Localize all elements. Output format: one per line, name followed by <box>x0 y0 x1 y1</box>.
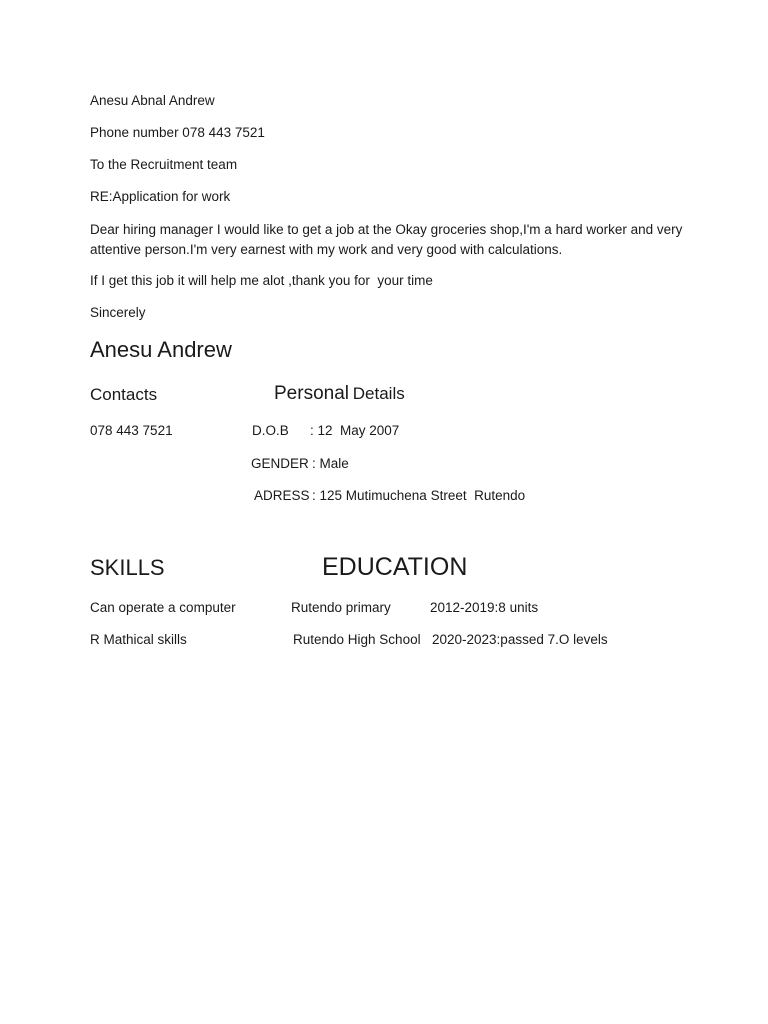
skills-heading: SKILLS <box>90 555 165 580</box>
address-value: : 125 Mutimuchena Street Rutendo <box>312 488 526 503</box>
dob-label: D.O.B <box>252 423 289 438</box>
personal-heading-part1: Personal <box>274 383 349 404</box>
education-heading: EDUCATION <box>322 553 468 581</box>
signoff: Sincerely <box>90 305 146 320</box>
personal-details-heading <box>274 383 405 405</box>
gender-label: GENDER <box>251 456 309 471</box>
skill-item: Can operate a computer <box>90 600 236 615</box>
address-label: ADRESS <box>254 488 310 503</box>
contacts-heading: Contacts <box>90 385 158 404</box>
letter-body: Dear hiring manager I would like to get a job at the Okay groceries shop,I'm a hard worker and very attentive person.I'm very earnest with my work and very good with calculations. <box>90 222 683 257</box>
skill-item: R Mathical skills <box>90 632 187 647</box>
subject-line: RE:Application for work <box>90 189 231 204</box>
contact-phone: 078 443 7521 <box>90 423 173 438</box>
closing-line: If I get this job it will help me alot ,thank you for your time <box>90 273 433 288</box>
education-details: 2020-2023:passed 7.O levels <box>432 632 608 647</box>
recipient-line: To the Recruitment team <box>90 157 238 172</box>
phone-line: Phone number 078 443 7521 <box>90 125 265 140</box>
gender-value: : Male <box>312 456 349 471</box>
cv-name: Anesu Andrew <box>90 337 232 362</box>
education-school: Rutendo High School <box>293 632 421 647</box>
education-school: Rutendo primary <box>291 600 391 615</box>
education-details: 2012-2019:8 units <box>430 600 539 615</box>
sender-name: Anesu Abnal Andrew <box>90 93 215 108</box>
personal-heading-part2: Details <box>352 384 405 403</box>
dob-value: : 12 May 2007 <box>310 423 400 438</box>
